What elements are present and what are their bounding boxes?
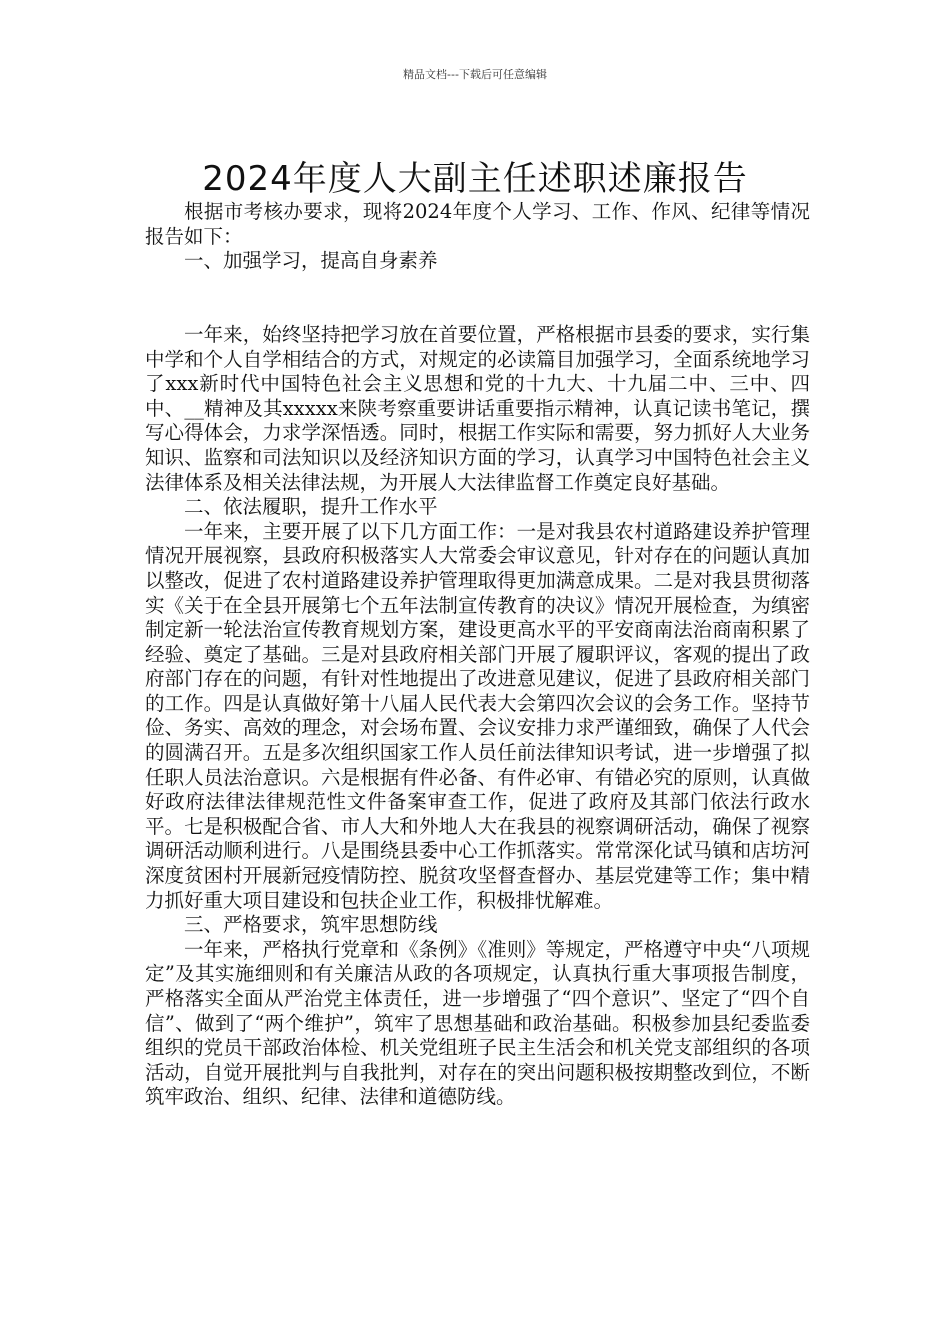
section-heading-2: 二、依法履职，提升工作水平 <box>184 495 438 519</box>
section-paragraph-1: 一年来，始终坚持把学习放在首要位置，严格根据市县委的要求，实行集中学和个人自学相结合的方式，对规定的必读篇目加强学习，全面系统地学习了xxx新时代中国特色社会主义思想和党的十九大、十九届二中、三中、四中、__精神及其xxxxx来陕考察重要讲话重要指示精神，认真记读书笔记，撰写心得体会，力求学深悟透。同时，根据工作实际和需要，努力抓好人大业务知识、监察和司法知识以及经济知识方面的学习，认真学习中国特色社会主义法律体系及相关法律法规，为开展人大法律监督工作奠定良好基础。 <box>145 322 810 494</box>
intro-paragraph: 根据市考核办要求，现将2024年度个人学习、工作、作风、纪律等情况报告如下： <box>145 200 810 248</box>
section-paragraph-3: 一年来，严格执行党章和《条例》《准则》等规定，严格遵守中央“八项规定”及其实施细则和有关廉洁从政的各项规定，认真执行重大事项报告制度，严格落实全面从严治党主体责任，进一步增强了“四个意识”、坚定了“四个自信”、做到了“两个维护”，筑牢了思想基础和政治基础。积极参加县纪委监委组织的党员干部政治体检、机关党组班子民主生活会和机关党支部组织的各项活动，自觉开展批判与自我批判，对存在的突出问题积极按期整改到位，不断筑牢政治、组织、纪律、法律和道德防线。 <box>145 937 810 1109</box>
section-spacer <box>145 274 810 299</box>
header-note: 精品文档---下载后可任意编辑 <box>403 68 547 81</box>
document-title: 2024年度人大副主任述职述廉报告 <box>202 158 748 199</box>
document-body <box>145 200 810 1110</box>
section-heading-1: 一、加强学习，提高自身素养 <box>184 249 438 273</box>
section-paragraph-2: 一年来，主要开展了以下几方面工作：一是对我县农村道路建设养护管理情况开展视察，县政府积极落实人大常委会审议意见，针对存在的问题认真加以整改，促进了农村道路建设养护管理取得更加满意成果。二是对我县贯彻落实《关于在全县开展第七个五年法制宣传教育的决议》情况开展检查，为缜密制定新一轮法治宣传教育规划方案，建设更高水平的平安商南法治商南积累了经验、奠定了基础。三是对县政府相关部门开展了履职评议，客观的提出了政府部门存在的问题，有针对性地提出了改进意见建议，促进了县政府相关部门的工作。四是认真做好第十八届人民代表大会第四次会议的会务工作。坚持节俭、务实、高效的理念，对会场布置、会议安排力求严谨细致，确保了人代会的圆满召开。五是多次组织国家工作人员任前法律知识考试，进一步增强了拟任职人员法治意识。六是根据有件必备、有件必审、有错必究的原则，认真做好政府法律法律规范性文件备案审查工作，促进了政府及其部门依法行政水平。七是积极配合省、市人大和外地人大在我县的视察调研活动，确保了视察调研活动顺利进行。八是围绕县委中心工作抓落实。常常深化试马镇和店坊河深度贫困村开展新冠疫情防控、脱贫攻坚督查督办、基层党建等工作；集中精力抓好重大项目建设和包扶企业工作，积极排忧解难。 <box>145 519 810 912</box>
section-spacer <box>145 298 810 323</box>
section-heading-3: 三、严格要求，筑牢思想防线 <box>184 913 438 937</box>
